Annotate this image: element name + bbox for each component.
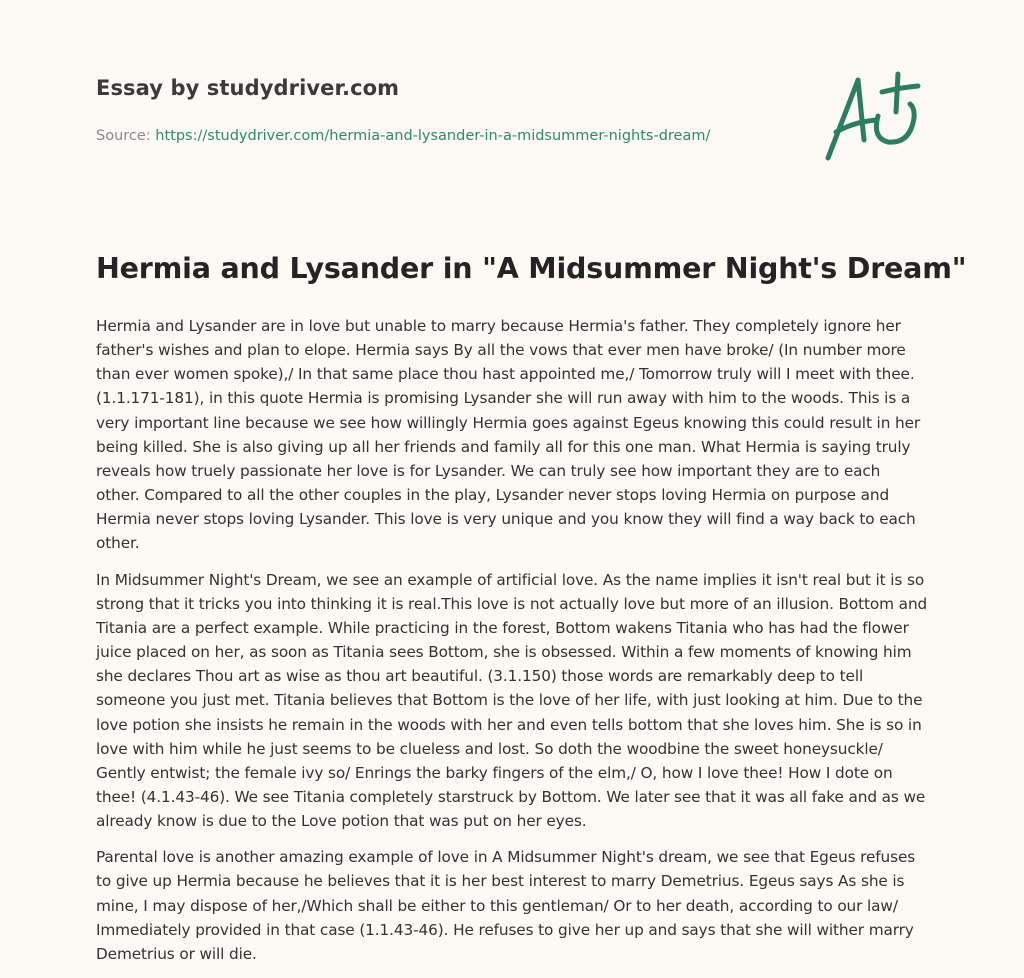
essay-title: Hermia and Lysander in "A Midsummer Night's Dream" [96, 252, 967, 285]
source-link[interactable]: https://studydriver.com/hermia-and-lysander-in-a-midsummer-nights-dream/ [155, 128, 711, 144]
a-plus-logo-icon [818, 66, 928, 166]
source-line [96, 128, 796, 144]
essay-paragraph: In Midsummer Night's Dream, we see an example of artificial love. As the name implies it isn't real but it is so strong that it tricks you into thinking it is real.This love is not actually love but more of an illusion. Bottom and Titania are a perfect example. While practicing in the forest, Bottom wakens Titania who has had the flower juice placed on her, as soon as Titania sees Bottom, she is obsessed. Within a few moments of knowing him she declares Thou art as wise as thou art beautiful. (3.1.150) those words are remarkably deep to tell someone you just met. Titania believes that Bottom is the love of her life, with just looking at him. Due to the love potion she insists he remain in the woods with her and even tells bottom that she loves him. She is so in love with him while he just seems to be clueless and lost. So doth the woodbine the sweet honeysuckle/ Gently entwist; the female ivy so/ Enrings the barky fingers of the elm,/ O, how I love thee! How I dote on thee! (4.1.43-46). We see Titania completely starstruck by Bottom. We later see that it was all fake and as we already know is due to the Love potion that was put on her eyes. [96, 570, 928, 831]
brand-title: Essay by studydriver.com [96, 76, 400, 100]
essay-body [96, 314, 928, 978]
source-label: Source: [96, 128, 156, 144]
page-header [96, 76, 796, 144]
essay-paragraph: Hermia and Lysander are in love but unable to marry because Hermia's father. They completely ignore her father's wishes and plan to elope. Hermia says By all the vows that ever men have broke/ (In number more than ever women spoke),/ In that same place thou hast appointed me,/ Tomorrow truly will I meet with thee. (1.1.171-181), in this quote Hermia is promising Lysander she will run away with him to the woods. This is a very important line because we see how willingly Hermia goes against Egeus knowing this could result in her being killed. She is also giving up all her friends and family all for this one man. What Hermia is saying truly reveals how truely passionate her love is for Lysander. We can truly see how important they are to each other. Compared to all the other couples in the play, Lysander never stops loving Hermia on purpose and Hermia never stops loving Lysander. This love is very unique and you know they will find a way back to each other. [96, 317, 921, 553]
essay-paragraph: Parental love is another amazing example of love in A Midsummer Night's dream, we see that Egeus refuses to give up Hermia because he believes that it is her best interest to marry Demetrius. Egeus says As she is mine, I may dispose of her,/Which shall be either to this gentleman/ Or to her death, according to our law/ Immediately provided in that case (1.1.43-46). He refuses to give her up and says that she will wither marry Demetrius or will die. [96, 848, 916, 963]
